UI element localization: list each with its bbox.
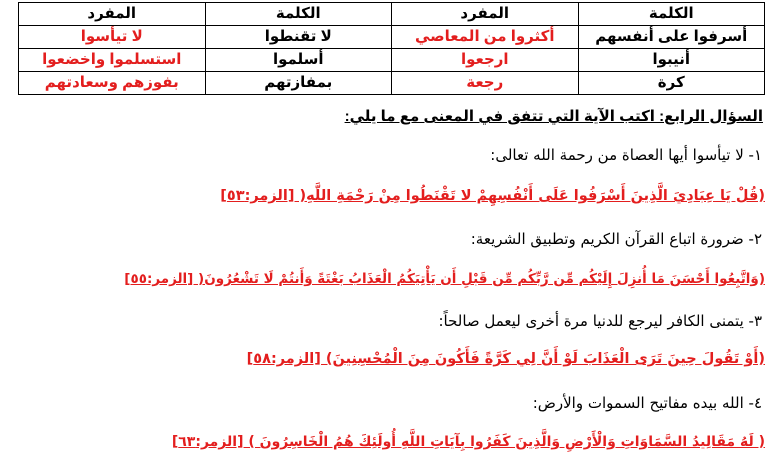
question-item-3-answer: (أَوْ تَقُولَ حِينَ تَرَى الْعَذَابَ لَوْ أَنَّ لِي كَرَّةً فَأَكُونَ مِنَ الْمُحْسِنِينَ) [الزمر:٥٨] [246, 351, 765, 367]
table-cell-word: أسلموا [205, 49, 392, 72]
header-meaning-2: المفرد [19, 3, 206, 26]
question-item-4-answer: ( لَهُ مَقَالِيدُ السَّمَاوَاتِ وَالْأَرْضِ وَالَّذِينَ كَفَرُوا بِآيَاتِ اللَّهِ أُولَئِكَ هُمُ الْخَاسِرُونَ ) [الزمر:٦٣] [171, 434, 765, 450]
header-word-2: الكلمة [205, 3, 392, 26]
vocabulary-table [18, 2, 765, 95]
table-cell-meaning: بفوزهم وسعادتهم [19, 72, 206, 95]
table-row [19, 26, 765, 49]
table-cell-word: كرة [578, 72, 765, 95]
question-item-2-answer: (وَاتَّبِعُوا أَحْسَنَ مَا أُنزِلَ إِلَيْكُم مِّن رَّبِّكُم مِّن قَبْلِ أَن يَأْتِيَكُمُ الْعَذَابُ بَغْتَةً وَأَنتُمْ لَا تَشْعُرُونَ( [الزمر:٥٥] [124, 271, 765, 287]
question-item-1-answer: (قُلْ يَا عِبَادِيَ الَّذِينَ أَسْرَفُوا عَلَى أَنْفُسِهِمْ لا تَقْنَطُوا مِنْ رَحْمَةِ اللَّهِ( [الزمر:٥٣] [220, 188, 765, 204]
header-word-1: الكلمة [578, 3, 765, 26]
table-cell-meaning: ارجعوا [392, 49, 579, 72]
table-header-row [19, 3, 765, 26]
question-title: السؤال الرابع: اكتب الآية التي تتفق في المعنى مع ما يلي: [344, 108, 763, 125]
table-row [19, 49, 765, 72]
table-row [19, 72, 765, 95]
table-cell-meaning: أكثروا من المعاصي [392, 26, 579, 49]
table-cell-word: لا تقنطوا [205, 26, 392, 49]
table-cell-word: أسرفوا على أنفسهم [578, 26, 765, 49]
table-cell-word: أنيبوا [578, 49, 765, 72]
table-cell-word: بمفازتهم [205, 72, 392, 95]
question-item-1-prompt: ١- لا تيأسوا أيها العصاة من رحمة الله تعالى: [490, 146, 762, 164]
table-cell-meaning: استسلموا واخضعوا [19, 49, 206, 72]
header-meaning-1: المفرد [392, 3, 579, 26]
table-cell-meaning: رجعة [392, 72, 579, 95]
table-cell-meaning: لا تيأسوا [19, 26, 206, 49]
question-item-4-prompt: ٤- الله بيده مفاتيح السموات والأرض: [532, 394, 762, 412]
question-item-2-prompt: ٢- ضرورة اتباع القرآن الكريم وتطبيق الشريعة: [470, 230, 762, 248]
question-item-3-prompt: ٣- يتمنى الكافر ليرجع للدنيا مرة أخرى ليعمل صالحاً: [438, 312, 762, 330]
